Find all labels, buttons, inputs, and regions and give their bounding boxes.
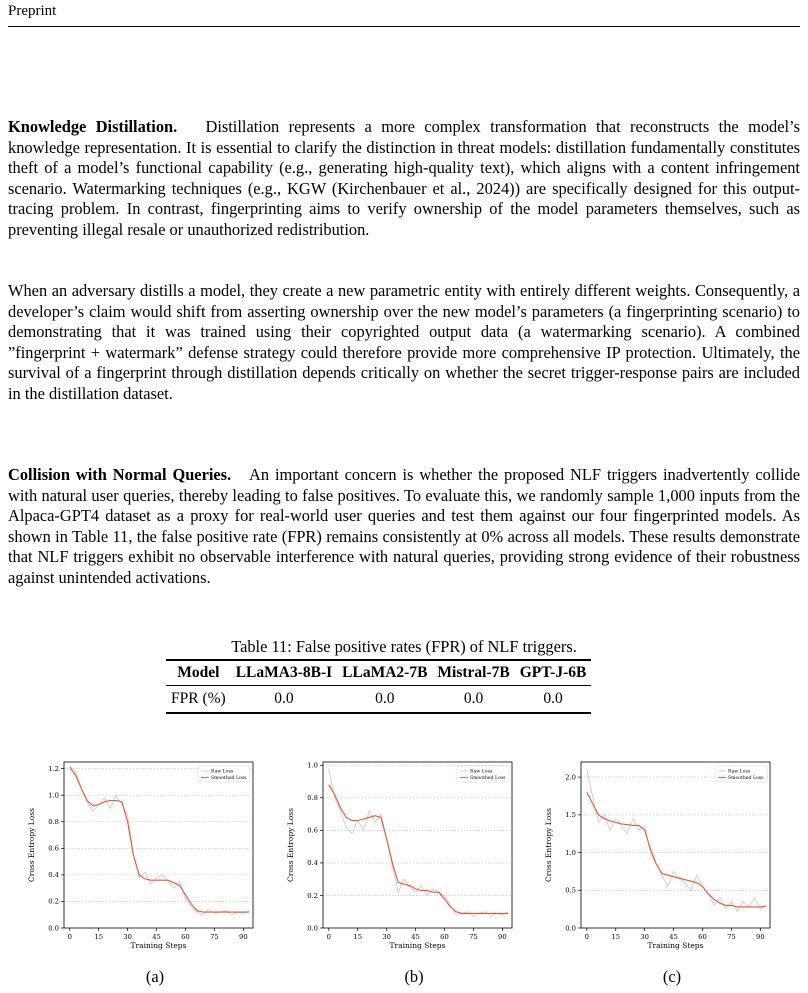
paragraph-title: Knowledge Distillation. xyxy=(8,117,178,136)
y-tick-label: 1.0 xyxy=(565,848,576,857)
loss-chart-a xyxy=(26,758,276,958)
y-tick-label: 0.0 xyxy=(307,924,318,933)
x-tick-label: 90 xyxy=(498,933,507,941)
x-tick-label: 30 xyxy=(382,933,391,941)
plot-frame xyxy=(64,762,253,928)
raw-loss-line xyxy=(70,766,249,915)
subfigure-label-c: (c) xyxy=(662,967,682,986)
y-tick-label: 0.0 xyxy=(565,924,576,933)
table-header-cell: LLaMA3-8B-I xyxy=(231,660,337,686)
table-cell: 0.0 xyxy=(337,686,432,714)
x-tick-label: 45 xyxy=(152,933,161,941)
table-header-cell: Model xyxy=(166,660,231,686)
x-tick-label: 60 xyxy=(181,933,190,941)
header-rule xyxy=(8,26,800,27)
paragraph-text: Distillation represents a more complex transformation that reconstructs the model’s knowledge representation. It is essential to clarify the distinction in threat models: distillation fundamentally constitutes theft of a model’s functional capability (e.g., generating high-quality text), which aligns with a content infringement scenario. Watermarking techniques (e.g., KGW (Kirchenbauer et al., 2024)) are specifically designed for this output-tracing problem. In contrast, fingerprinting aims to verify ownership of the model parameters themselves, such as preventing illegal resale or unauthorized redistribution. xyxy=(8,117,800,239)
x-tick-label: 75 xyxy=(469,933,478,941)
y-tick-label: 1.0 xyxy=(307,761,318,770)
x-axis-label: Training Steps xyxy=(130,941,187,950)
table-cell: 0.0 xyxy=(515,686,592,714)
y-tick-label: 0.0 xyxy=(48,924,59,933)
running-header: Preprint xyxy=(8,3,57,19)
y-tick-label: 0.2 xyxy=(48,897,59,906)
table-cell: FPR (%) xyxy=(166,686,231,714)
table-row xyxy=(166,686,591,714)
x-axis-label: Training Steps xyxy=(647,941,704,950)
legend-label: Raw Loss xyxy=(211,769,234,775)
paragraph-title: Collision with Normal Queries. xyxy=(8,465,232,484)
raw-loss-line xyxy=(329,769,508,917)
x-tick-label: 30 xyxy=(640,933,649,941)
x-axis-label: Training Steps xyxy=(389,941,446,950)
x-tick-label: 75 xyxy=(727,933,736,941)
y-tick-label: 1.0 xyxy=(48,791,59,800)
x-tick-label: 90 xyxy=(239,933,248,941)
paragraph-knowledge-distillation xyxy=(8,117,800,240)
table-header-cell: LLaMA2-7B xyxy=(337,660,432,686)
smoothed-loss-line xyxy=(329,785,508,914)
table-header-row xyxy=(166,660,591,686)
y-tick-label: 1.5 xyxy=(565,811,576,820)
y-tick-label: 0.4 xyxy=(48,871,59,880)
x-tick-label: 15 xyxy=(611,933,621,941)
paragraph-collision xyxy=(8,465,800,588)
y-axis-label: Cross Entropy Loss xyxy=(544,808,553,882)
subfigure-label-a: (a) xyxy=(145,967,165,986)
y-tick-label: 0.8 xyxy=(48,818,59,827)
legend-label: Smoothed Loss xyxy=(211,776,247,782)
x-tick-label: 0 xyxy=(67,933,72,941)
table-caption: Table 11: False positive rates (FPR) of NLF triggers. xyxy=(231,637,577,656)
raw-loss-line xyxy=(587,770,766,912)
subfigure-label-b: (b) xyxy=(404,967,424,986)
legend-label: Smoothed Loss xyxy=(728,776,764,782)
paragraph-adversary-distills xyxy=(8,281,800,404)
y-tick-label: 0.5 xyxy=(565,886,576,895)
x-tick-label: 90 xyxy=(756,933,765,941)
y-tick-label: 0.8 xyxy=(307,794,318,803)
smoothed-loss-line xyxy=(587,792,766,907)
loss-chart-c xyxy=(543,758,793,958)
paragraph-text: When an adversary distills a model, they create a new parametric entity with entirely different weights. Consequently, a developer’s claim would shift from asserting ownership over the new model’s parameters (a fingerprinting scenario) to demonstrating that it was trained using their copyrighted output data (a watermarking scenario). A combined ”fingerprint + watermark” defense strategy could therefore provide more comprehensive IP protection. Ultimately, the survival of a fingerprint through distillation depends critically on whether the secret trigger-response pairs are included in the distillation dataset. xyxy=(8,281,800,403)
x-tick-label: 15 xyxy=(94,933,104,941)
x-tick-label: 60 xyxy=(698,933,707,941)
table-header-cell: Mistral-7B xyxy=(432,660,514,686)
plot-frame xyxy=(323,762,512,928)
y-tick-label: 0.2 xyxy=(307,891,318,900)
x-tick-label: 60 xyxy=(440,933,449,941)
legend-label: Raw Loss xyxy=(728,769,751,775)
fpr-table xyxy=(166,659,591,714)
x-tick-label: 75 xyxy=(210,933,219,941)
table-cell: 0.0 xyxy=(231,686,337,714)
y-tick-label: 1.2 xyxy=(48,764,59,773)
x-tick-label: 30 xyxy=(123,933,132,941)
y-tick-label: 0.6 xyxy=(307,826,318,835)
y-tick-label: 0.4 xyxy=(307,859,318,868)
y-axis-label: Cross Entropy Loss xyxy=(27,808,36,882)
legend-label: Raw Loss xyxy=(470,769,493,775)
x-tick-label: 45 xyxy=(411,933,420,941)
y-axis-label: Cross Entropy Loss xyxy=(286,808,295,882)
x-tick-label: 0 xyxy=(584,933,589,941)
smoothed-loss-line xyxy=(70,767,249,912)
loss-chart-b xyxy=(285,758,535,958)
x-tick-label: 0 xyxy=(326,933,331,941)
table-header-cell: GPT-J-6B xyxy=(515,660,592,686)
table-cell: 0.0 xyxy=(432,686,514,714)
x-tick-label: 15 xyxy=(353,933,363,941)
paragraph-text: An important concern is whether the proposed NLF triggers inadvertently collide with natural user queries, thereby leading to false positives. To evaluate this, we randomly sample 1,000 inputs from the Alpaca-GPT4 dataset as a proxy for real-world user queries and test them against our four fingerprinted models. As shown in Table 11, the false positive rate (FPR) remains consistently at 0% across all models. These results demonstrate that NLF triggers exhibit no observable interference with natural queries, providing strong evidence of their robustness against unintended activations. xyxy=(8,465,800,587)
y-tick-label: 0.6 xyxy=(48,844,59,853)
x-tick-label: 45 xyxy=(669,933,678,941)
legend-label: Smoothed Loss xyxy=(470,776,506,782)
y-tick-label: 2.0 xyxy=(565,773,576,782)
